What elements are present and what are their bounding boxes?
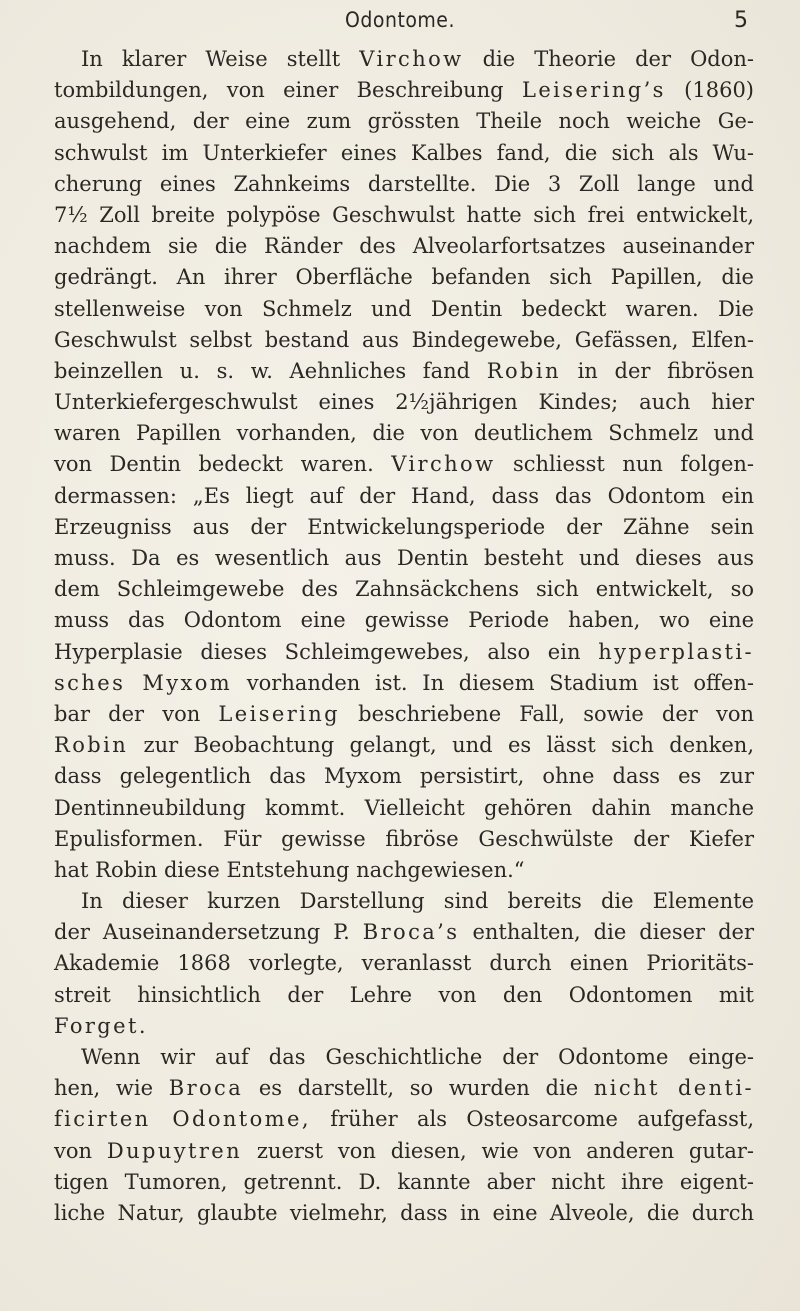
spaced-name: nicht denti- <box>593 1076 755 1101</box>
text-segment: die Theorie der Odon- <box>463 47 754 71</box>
spaced-name: ficirten Odontome, <box>54 1107 311 1132</box>
spaced-name: Forget. <box>54 1013 148 1038</box>
text-segment: hen, wie <box>54 1076 169 1101</box>
text-line <box>54 1073 754 1104</box>
text-segment: der Auseinandersetzung P. <box>54 920 363 945</box>
text-segment: In klarer Weise stellt <box>81 47 360 71</box>
text-line <box>54 1198 754 1229</box>
text-line <box>54 1042 754 1073</box>
text-segment: (1860) <box>665 78 755 103</box>
text-line <box>54 886 754 917</box>
text-segment: Geschwulst selbst bestand aus Bindegewebe, Gefässen, Elfen- <box>54 327 754 352</box>
running-head <box>0 8 800 38</box>
text-line <box>54 855 754 886</box>
text-line <box>54 325 754 356</box>
text-segment: stellenweise von Schmelz und Dentin bedeckt waren. Die <box>54 296 754 321</box>
text-segment: früher als Osteosarcome aufgefasst, <box>310 1107 754 1132</box>
spaced-name: Robin <box>54 733 129 758</box>
text-line <box>54 294 754 325</box>
text-line <box>54 200 754 231</box>
spaced-name: hyperplasti- <box>598 639 754 664</box>
text-segment: Erzeugniss aus der Entwickelungsperiode der Zähne sein <box>54 514 754 539</box>
text-line <box>54 637 754 668</box>
text-line <box>54 106 754 137</box>
text-line <box>54 138 754 169</box>
text-segment: muss das Odontom eine gewisse Periode haben, wo eine <box>54 608 754 633</box>
text-segment: ausgehend, der eine zum grössten Theile noch weiche Ge- <box>54 109 754 134</box>
text-segment: dem Schleimgewebe des Zahnsäckchens sich entwickelt, so <box>54 577 754 602</box>
text-segment: streit hinsichtlich der Lehre von den Odontomen mit <box>54 982 754 1007</box>
text-segment: schwulst im Unterkiefer eines Kalbes fand, die sich als Wu- <box>54 140 754 165</box>
text-line <box>54 574 754 605</box>
text-line <box>54 169 754 200</box>
spaced-name: Robin <box>486 358 561 383</box>
text-line <box>54 793 754 824</box>
text-segment: dermassen: „Es liegt auf der Hand, dass das Odontom ein <box>54 483 754 508</box>
text-line <box>54 75 754 106</box>
text-segment: vorhanden ist. In diesem Stadium ist offen- <box>232 670 755 695</box>
text-line <box>54 356 754 387</box>
text-segment: bar der von <box>54 701 219 726</box>
text-line <box>54 1011 754 1042</box>
spaced-name: Virchow <box>391 452 496 477</box>
text-segment: enthalten, die dieser der <box>459 920 755 945</box>
text-segment: Hyperplasie dieses Schleimgewebes, also ein <box>54 639 599 664</box>
text-segment: Wenn wir auf das Geschichtliche der Odontome einge- <box>81 1045 754 1069</box>
spaced-name: Leisering’s <box>521 78 666 103</box>
spaced-name: Leisering <box>218 701 341 726</box>
text-segment: in der fibrösen <box>560 358 754 383</box>
running-title: Odontome. <box>345 8 455 32</box>
text-line <box>54 668 754 699</box>
text-segment: beinzellen u. s. w. Aehnliches fand <box>54 358 487 383</box>
text-line <box>54 699 754 730</box>
text-line <box>54 1167 754 1198</box>
spaced-name: Virchow <box>359 47 464 71</box>
text-line <box>54 761 754 792</box>
text-line <box>54 449 754 480</box>
text-segment: liche Natur, glaubte vielmehr, dass in eine Alveole, die durch <box>54 1200 754 1225</box>
text-segment: nachdem sie die Ränder des Alveolarfortsatzes auseinander <box>54 234 754 259</box>
spaced-name: Broca <box>168 1076 244 1101</box>
text-segment: cherung eines Zahnkeims darstellte. Die 3 Zoll lange und <box>54 171 754 196</box>
text-segment: In dieser kurzen Darstellung sind bereits die Elemente <box>81 889 754 914</box>
text-segment: von <box>54 1138 107 1163</box>
text-line <box>54 605 754 636</box>
spaced-name: Broca’s <box>362 920 460 945</box>
text-segment: tombildungen, von einer Beschreibung <box>54 78 522 103</box>
text-line <box>54 824 754 855</box>
text-segment: zuerst von diesen, wie von anderen gutar- <box>242 1138 754 1163</box>
text-segment: es darstellt, so wurden die <box>243 1076 594 1101</box>
text-segment: schliesst nun folgen- <box>495 452 755 477</box>
text-segment: Dentinneubildung kommt. Vielleicht gehören dahin manche <box>54 795 754 820</box>
text-line <box>54 418 754 449</box>
text-segment: dass gelegentlich das Myxom persistirt, ohne dass es zur <box>54 764 754 789</box>
text-segment: beschriebene Fall, sowie der von <box>340 701 754 726</box>
text-segment: muss. Da es wesentlich aus Dentin besteht und dieses aus <box>54 546 754 570</box>
spaced-name: Dupuytren <box>106 1138 243 1163</box>
page-number: 5 <box>734 8 748 33</box>
text-segment: hat Robin diese Entstehung nachgewiesen.“ <box>54 857 525 882</box>
text-line <box>54 44 754 75</box>
text-line <box>54 481 754 512</box>
text-line <box>54 1104 754 1135</box>
text-line <box>54 1136 754 1167</box>
text-line <box>54 980 754 1011</box>
text-line <box>54 512 754 543</box>
text-segment: gedrängt. An ihrer Oberfläche befanden sich Papillen, die <box>54 265 754 290</box>
text-segment: Epulisformen. Für gewisse fibröse Geschwülste der Kiefer <box>54 826 754 851</box>
text-line <box>54 543 754 574</box>
text-segment: tigen Tumoren, getrennt. D. kannte aber nicht ihre eigent- <box>54 1169 754 1194</box>
text-segment: Akademie 1868 vorlegte, veranlasst durch einen Prioritäts- <box>54 951 754 976</box>
text-line <box>54 231 754 262</box>
spaced-name: sches Myxom <box>54 670 233 695</box>
text-segment: von Dentin bedeckt waren. <box>54 452 392 477</box>
text-line <box>54 262 754 293</box>
text-line <box>54 387 754 418</box>
text-line <box>54 730 754 761</box>
text-segment: Unterkiefergeschwulst eines 2½jährigen Kindes; auch hier <box>54 390 754 415</box>
text-segment: zur Beobachtung gelangt, und es lässt sich denken, <box>128 733 754 758</box>
text-segment: 7½ Zoll breite polypöse Geschwulst hatte sich frei entwickelt, <box>54 202 754 227</box>
text-line <box>54 917 754 948</box>
text-line <box>54 948 754 979</box>
body-text <box>54 44 754 1229</box>
text-segment: waren Papillen vorhanden, die von deutlichem Schmelz und <box>54 421 754 446</box>
